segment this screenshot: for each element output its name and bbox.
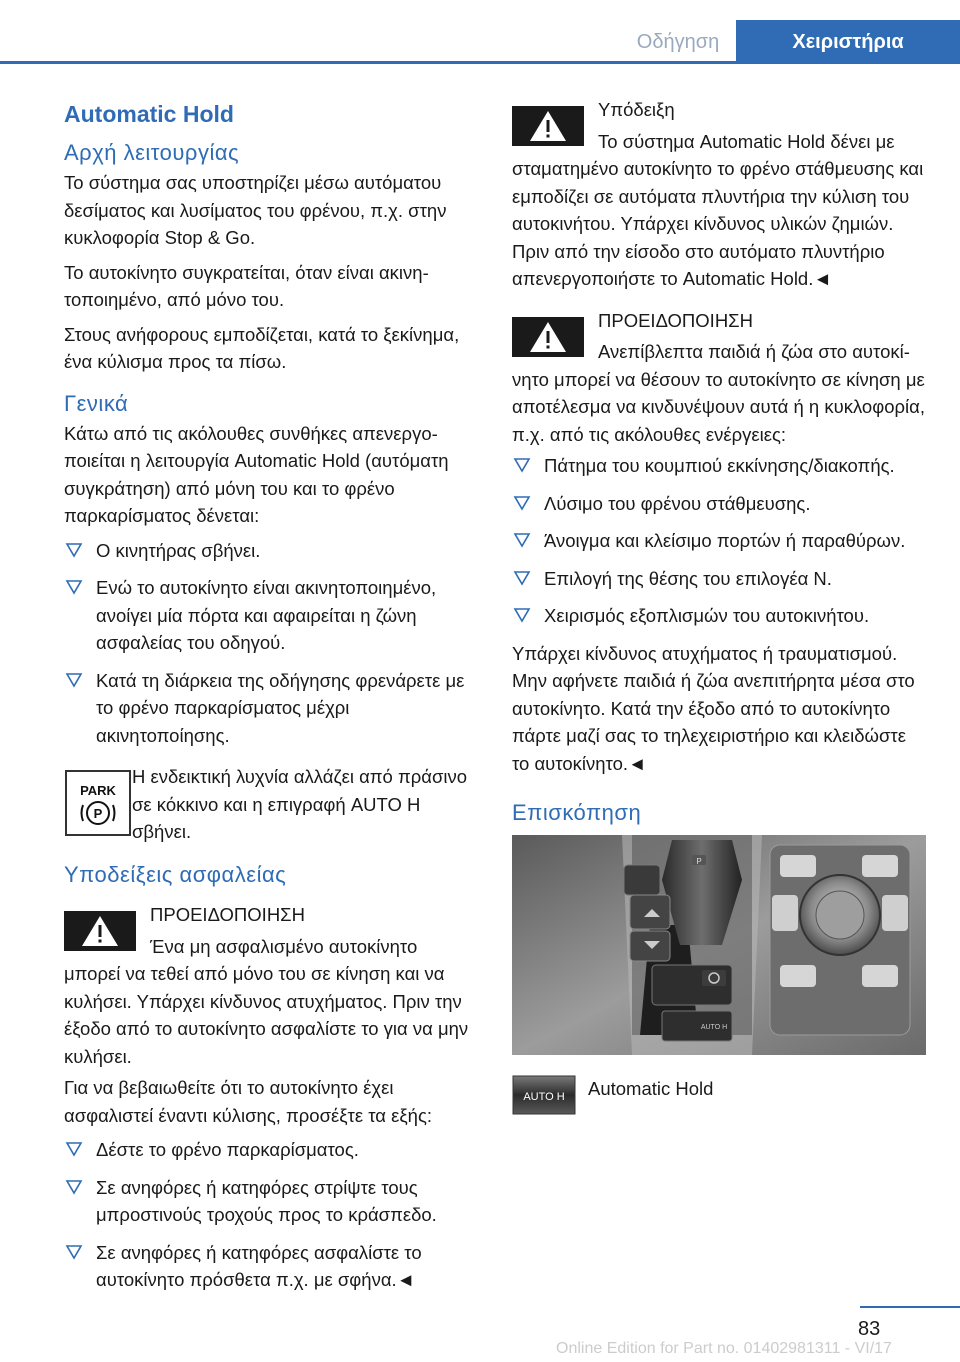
warning-icon: [512, 317, 584, 357]
list-item: Λύσιμο του φρένου στάθμευσης.: [512, 490, 926, 518]
note-box: [512, 96, 926, 293]
list-item: Πάτημα του κουμπιού εκκίνησης/διακοπής.: [512, 452, 926, 480]
list-item: Χειρισμός εξοπλισμών του αυτοκινήτου.: [512, 602, 926, 630]
note-body: Το σύστημα Automatic Hold δένει με σταματημένο αυτοκίνητο το φρένο στάθμευσης και εμποδίζει σε αυτόματα πλυντήρια την κύλιση του αυτοκινήτου. Υπάρχει κίνδυνος υλικών ζημιών. Πριν από την είσοδο στο αυτόματο πλυντήριο απενεργοποιήστε το Automatic Hold.◄: [512, 130, 924, 289]
danger-paragraph: Υπάρχει κίνδυνος ατυχήματος ή τραυματισμού. Μην αφήνετε παιδιά ή ζώα ανεπιτήρητα μέσα στο αυτοκίνητο. Κατά την έξοδο από το αυτοκίνητο πάρτε μαζί σας το τηλεχειριστήριο και κλειδώστε το αυτοκίνητο.◄: [512, 642, 915, 774]
svg-text:PARK: PARK: [80, 783, 116, 798]
svg-text:P: P: [93, 806, 103, 821]
list-item: Δέστε το φρένο παρκαρίσματος.: [64, 1136, 478, 1164]
park-indicator-text: Η ενδεικτική λυχνία αλλάζει από πράσινο σε κόκκινο και η επιγραφή AUTO H σβήνει.: [132, 766, 468, 842]
warning-title: ΠΡΟΕΙΔΟΠΟΙΗΣΗ: [150, 904, 305, 925]
bullet-triangle-icon: [512, 568, 532, 588]
svg-text:AUTO H: AUTO H: [700, 1024, 728, 1031]
list-item: Επιλογή της θέσης του επιλογέα N.: [512, 565, 926, 593]
auto-hold-label: Automatic Hold: [588, 1078, 714, 1099]
warning-title: ΠΡΟΕΙΔΟΠΟΙΗΣΗ: [598, 309, 753, 331]
page-number: 83: [858, 1318, 881, 1340]
heading-safety: Υποδείξεις ασφαλείας: [64, 862, 287, 887]
bullet-triangle-icon: [512, 530, 532, 550]
warning-icon: [64, 911, 136, 951]
warning-icon: [512, 106, 584, 146]
bullet-triangle-icon: [64, 540, 84, 560]
center-console-photo: [512, 835, 926, 1055]
bullet-triangle-icon: [64, 1139, 84, 1159]
park-indicator-row: [64, 763, 478, 847]
tab-controls[interactable]: Χειριστήρια: [736, 20, 960, 61]
general-intro: Κάτω από τις ακόλουθες συνθήκες απενεργοποιείται η λειτουργία Automatic Hold (αυτόματη συγκράτηση) από μόνη του και το φρένο παρκαρίσματος δένεται:: [64, 422, 449, 526]
tab-driving[interactable]: Οδήγηση: [636, 31, 720, 53]
heading-overview: Επισκόπηση: [512, 800, 642, 825]
bullet-triangle-icon: [64, 577, 84, 597]
list-item: Κατά τη διάρκεια της οδήγησης φρενάρετε με το φρένο παρκαρίσματος μέχρι ακινητοποίησης.: [64, 667, 478, 750]
park-brake-indicator-icon: [64, 769, 132, 837]
page-header: [0, 0, 960, 64]
list-item: Σε ανηφόρες ή κατηφόρες στρίψτε τους μπροστινούς τροχούς προς το κράσπεδο.: [64, 1174, 478, 1229]
section-title: Automatic Hold: [64, 101, 234, 127]
right-column: [512, 96, 926, 1117]
auto-hold-row: [512, 1075, 926, 1117]
principle-p1: Το σύστημα σας υποστηρίζει μέσω αυτόματου δεσίματος και λυσίματος του φρένου, π.χ. στην κυκλοφορία Stop & Go.: [64, 172, 447, 248]
footer-rule: [860, 1306, 960, 1308]
warning-body: Ένα μη ασφαλισμένο αυτοκίνητο μπορεί να τεθεί από μόνο του σε κίνηση και να κυλήσει. Υπάρχει κίνδυνος ατυχήματος. Πριν την έξοδο από το αυτοκίνητο ασφαλίστε το για να μην κυλήσει.: [64, 935, 469, 1067]
heading-principle: Αρχή λειτουργίας: [64, 140, 240, 165]
bullet-triangle-icon: [64, 670, 84, 690]
list-item: Ενώ το αυτοκίνητο είναι ακινητοποιημένο, ανοίγει μία πόρτα και αφαιρείται η ζώνη ασφαλείας του οδηγού.: [64, 574, 478, 657]
list-item: Ο κινητήρας σβήνει.: [64, 537, 478, 565]
warning-box: [512, 307, 926, 449]
bullet-triangle-icon: [64, 1177, 84, 1197]
bullet-triangle-icon: [512, 493, 532, 513]
note-title: Υπόδειξη: [598, 99, 675, 120]
warning-box: [64, 901, 478, 1070]
list-item: Σε ανηφόρες ή κατηφόρες ασφαλίστε το αυτοκίνητο πρόσθετα π.χ. με σφήνα.◄: [64, 1239, 478, 1294]
auto-hold-button-icon: [512, 1075, 576, 1115]
heading-general: Γενικά: [64, 390, 129, 416]
header-rule: [0, 61, 960, 64]
svg-text:P: P: [696, 857, 702, 866]
bullet-triangle-icon: [512, 605, 532, 625]
list-item: Άνοιγμα και κλείσιμο πορτών ή παραθύρων.: [512, 527, 926, 555]
principle-p3: Στους ανήφορους εμποδίζεται, κατά το ξεκίνημα, ένα κύλισμα προς τα πίσω.: [64, 323, 460, 372]
bullet-triangle-icon: [64, 1242, 84, 1262]
left-column: [64, 96, 478, 1304]
bullet-triangle-icon: [512, 455, 532, 475]
principle-p2: Το αυτοκίνητο συγκρατείται, όταν είναι ακινητοποιημένο, από μόνο του.: [64, 261, 429, 310]
footer-edition: Online Edition for Part no. 01402981311 - VI/17: [556, 1340, 892, 1357]
safety-paragraph: Για να βεβαιωθείτε ότι το αυτοκίνητο έχει ασφαλιστεί έναντι κύλισης, προσέξτε τα εξής:: [64, 1077, 432, 1126]
warning-body: Ανεπίβλεπτα παιδιά ή ζώα στο αυτοκίνητο μπορεί να θέσουν το αυτοκίνητο σε κίνηση με αποτέλεσμα να κινδυνέψουν αυτά ή η κυκλοφορία, π.χ. από τις ακόλουθες ενέργειες:: [512, 341, 925, 445]
svg-text:AUTO H: AUTO H: [523, 1091, 565, 1103]
